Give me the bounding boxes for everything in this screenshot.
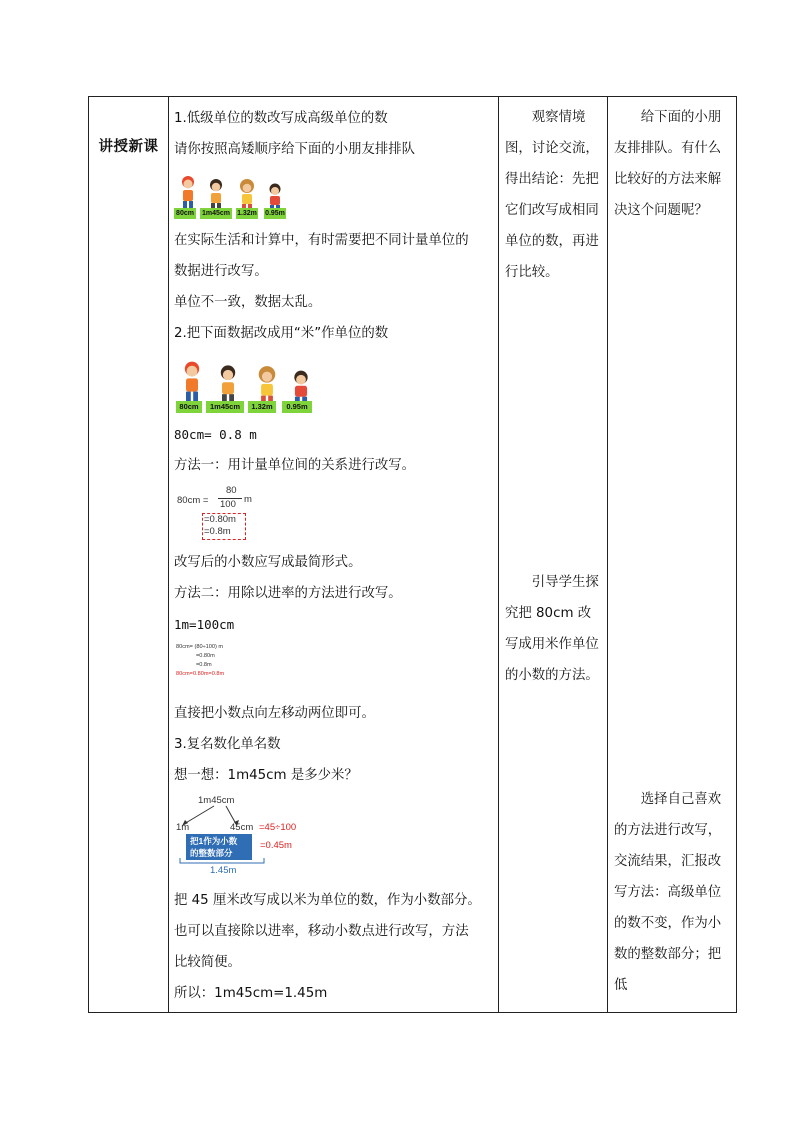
fig1-lhs: 80cm = [177,495,209,506]
box-line-2: 的整数部分 [190,848,233,858]
height-tag: 80cm [174,208,196,219]
row-title: 讲授新课 [89,97,169,1013]
paragraph-conclusion: 所以：1m45cm=1.45m [174,986,328,1001]
lesson-plan-table [88,96,737,1013]
equation-80cm: 80cm= 0.8 m [174,427,257,442]
fig2-line2: =0.80m [196,653,215,659]
paragraph-conversion-cont: 数据进行改写。 [174,264,268,279]
intent-block-2: 选择自己喜欢的方法进行改写，交流结果，汇报改写方法：高级单位的数不变，作为小数的整数部分；把低 [614,792,722,993]
fig1-step2: =0.8m [204,526,231,537]
heading-3: 3.复名数化单名数 [174,737,281,752]
equation-1m: 1m=100cm [174,617,235,632]
height-tag: 1.32m [237,210,257,217]
student-block-2: 引导学生探究把 80cm 改写成用米作单位的小数的方法。 [505,575,599,683]
paragraph-alt-method-cont: 比较简便。 [174,955,241,970]
child-figure-icon [290,370,312,404]
heading-1: 1.低级单位的数改写成高级单位的数 [174,111,388,126]
fraction-method-figure [174,483,494,541]
fig1-denominator: 100 [220,499,236,510]
paragraph-decimal-part: 把 45 厘米改写成以米为单位的数，作为小数部分。 [174,893,481,908]
student-block-1: 观察情境图，讨论交流，得出结论：先把它们改写成相同单位的数，再进行比较。 [505,110,599,280]
child-figure-icon [180,360,204,404]
height-tag: 80cm [176,401,202,413]
children-illustration-1 [174,167,494,219]
paragraph-queue: 请你按照高矮顺序给下面的小朋友排排队 [174,142,416,157]
fig3-result: 1.45m [210,865,237,876]
child-figure-icon [236,179,258,211]
paragraph-alt-method: 也可以直接除以进率，移动小数点进行改写，方法 [174,924,469,939]
paragraph-simplest: 改写后的小数应写成最简形式。 [174,555,362,570]
box-line-1: 把1作为小数 [190,836,238,846]
fig2-line4: 80cm=0.80m=0.8m [176,671,225,677]
fig2-line1: 80cm= (80÷100) m [176,644,224,650]
compound-number-figure [174,793,494,879]
height-tag: 1m45cm [201,210,231,217]
fig3-calc2: =0.45m [260,840,292,851]
paragraph-conversion: 在实际生活和计算中，有时需要把不同计量单位的 [174,233,469,248]
fig3-mid: 45cm [230,822,254,833]
fig1-step1: =0.80m [204,514,236,525]
method-one: 方法一：用计量单位间的关系进行改写。 [174,458,416,473]
child-figure-icon [178,175,198,211]
teaching-row [89,97,737,1013]
method-two: 方法二：用除以进率的方法进行改写。 [174,586,402,601]
fig3-calc1: =45÷100 [259,822,297,833]
children-illustration-2 [174,351,494,413]
student-activity-cell [499,97,608,1013]
height-tag: 0.95m [282,401,312,413]
content-cell [169,97,499,1013]
fig3-left: 1m [176,822,190,833]
division-method-figure [174,640,494,690]
child-figure-icon [206,178,226,211]
child-figure-icon [216,364,240,404]
paragraph-move-decimal: 直接把小数点向左移动两位即可。 [174,706,375,721]
height-tag: 0.95m [265,210,285,217]
fig3-top: 1m45cm [198,795,235,806]
fig1-unit: m [244,494,252,505]
fig2-line3: =0.8m [196,662,212,668]
child-figure-icon [254,366,280,404]
fig1-numerator: 80 [226,485,237,496]
child-figure-icon [266,183,284,211]
question-think: 想一想：1m45cm 是多少米？ [174,768,358,783]
intent-block-1: 给下面的小朋友排排队。有什么比较好的方法来解决这个问题呢？ [614,110,722,218]
design-intent-cell [608,97,737,1013]
paragraph-units: 单位不一致，数据太乱。 [174,295,322,310]
height-tag: 1.32m [248,401,276,413]
heading-2: 2.把下面数据改成用“米”作单位的数 [174,326,389,341]
height-tag: 1m45cm [206,401,244,413]
